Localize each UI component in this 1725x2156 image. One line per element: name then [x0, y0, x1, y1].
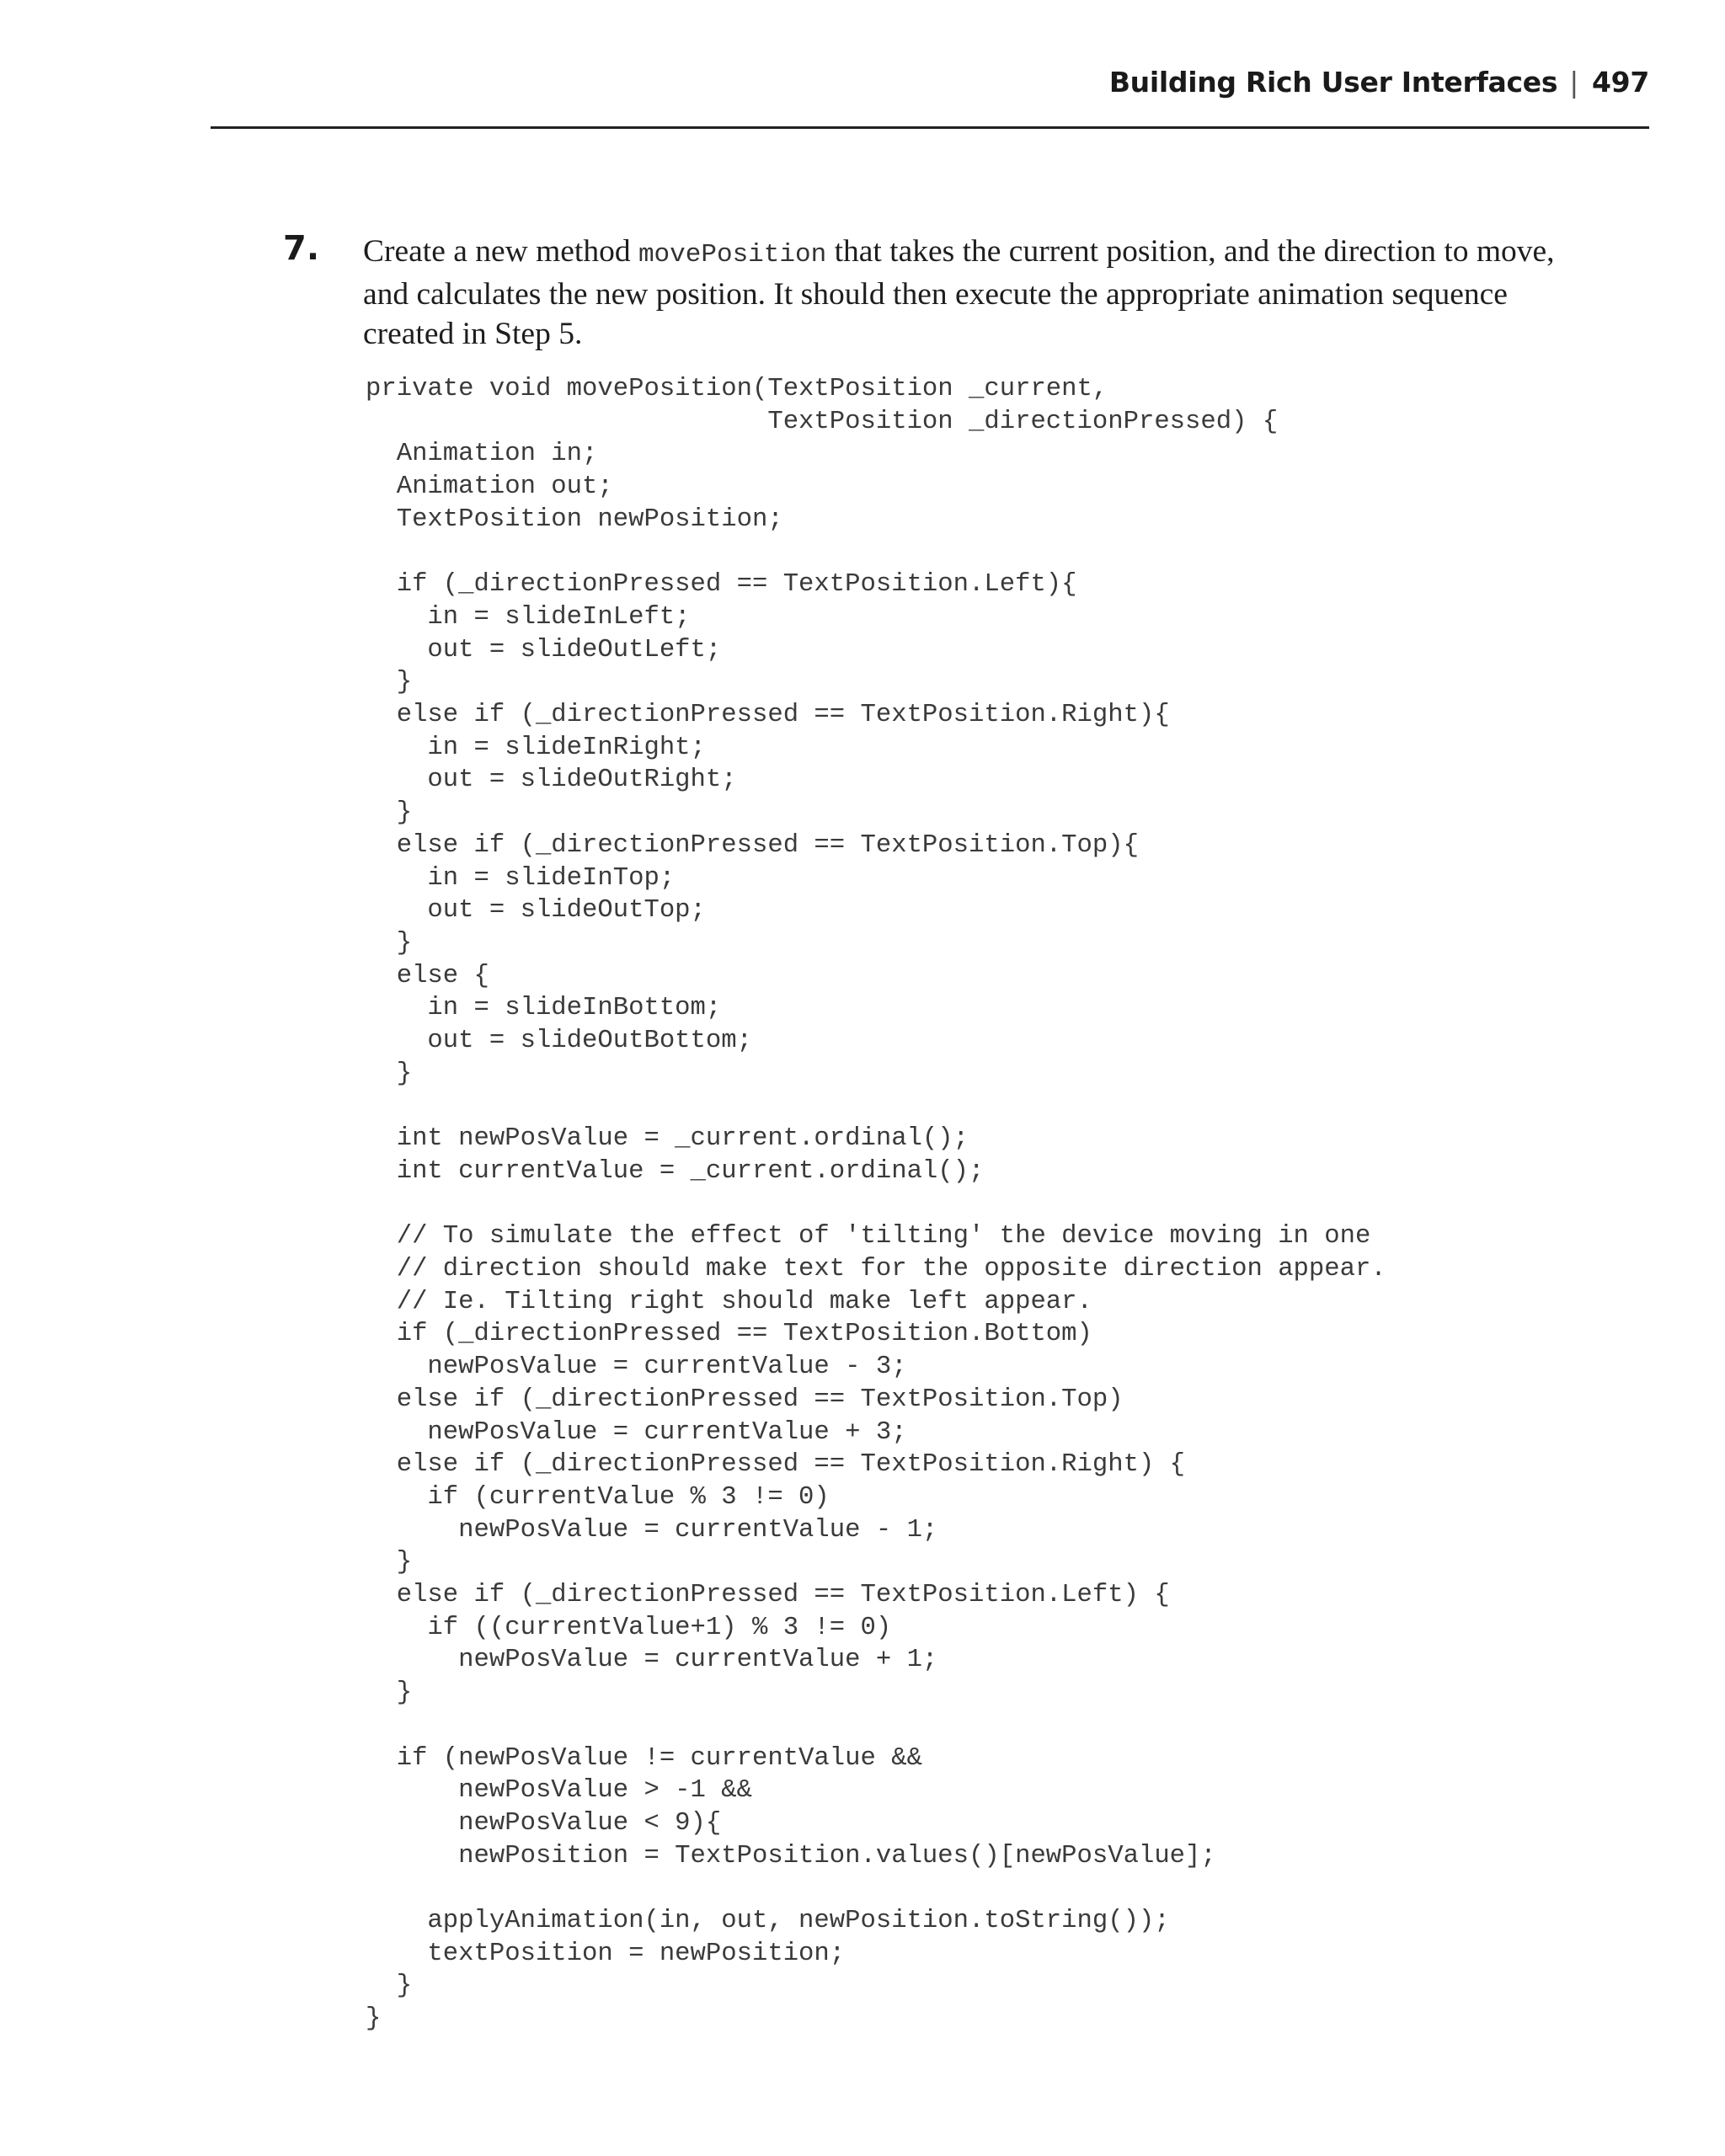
- code-line: TextPosition newPosition;: [366, 504, 783, 534]
- code-line: // To simulate the effect of 'tilting' the device moving in one: [366, 1222, 1371, 1251]
- code-line: }: [366, 1678, 413, 1708]
- code-line: if ((currentValue+1) % 3 != 0): [366, 1613, 892, 1642]
- code-line: private void movePosition(TextPosition _current,: [366, 375, 1108, 403]
- code-line: // Ie. Tilting right should make left appear.: [366, 1287, 1092, 1316]
- code-line: newPosValue = currentValue + 3;: [366, 1417, 907, 1447]
- code-line: Animation in;: [366, 440, 598, 469]
- running-title: Building Rich User Interfaces: [1108, 66, 1558, 99]
- code-line: if (currentValue % 3 != 0): [366, 1482, 830, 1512]
- code-line: newPosValue = currentValue + 1;: [366, 1646, 938, 1675]
- code-line: }: [366, 1548, 413, 1577]
- step-number: 7.: [283, 229, 320, 268]
- code-line: else if (_directionPressed == TextPosition.Left) {: [366, 1581, 1170, 1610]
- code-line: else if (_directionPressed == TextPosition.Top): [366, 1385, 1124, 1414]
- page-number: 497: [1592, 66, 1649, 99]
- inline-code-method: movePosition: [638, 240, 827, 270]
- code-line: }: [366, 798, 413, 828]
- code-line: }: [366, 928, 413, 958]
- code-line: if (_directionPressed == TextPosition.Bottom): [366, 1320, 1092, 1349]
- code-line: else if (_directionPressed == TextPosition.Top){: [366, 830, 1139, 860]
- code-line: else {: [366, 961, 489, 990]
- code-line: newPosValue = currentValue - 1;: [366, 1515, 938, 1545]
- code-line: in = slideInTop;: [366, 863, 676, 893]
- code-line: if (newPosValue != currentValue &&: [366, 1743, 922, 1773]
- code-line: }: [366, 1059, 413, 1088]
- code-line: newPosValue > -1 &&: [366, 1776, 752, 1806]
- code-line: applyAnimation(in, out, newPosition.toString());: [366, 1907, 1170, 1936]
- step-text-after: that takes the current position, and the direction to move, and calculates the new position. It should then execute the appropriate animation sequence created in Step 5.: [363, 234, 1555, 351]
- code-line: else if (_directionPressed == TextPosition.Right) {: [366, 1450, 1186, 1480]
- code-line: else if (_directionPressed == TextPosition.Right){: [366, 701, 1170, 730]
- running-header: [1109, 66, 1649, 99]
- code-line: TextPosition _directionPressed) {: [366, 407, 1279, 436]
- code-line: if (_directionPressed == TextPosition.Left){: [366, 570, 1077, 600]
- code-line: // direction should make text for the opposite direction appear.: [366, 1254, 1386, 1283]
- code-line: out = slideOutRight;: [366, 766, 737, 795]
- code-line: }: [366, 668, 413, 697]
- code-line: newPosition = TextPosition.values()[newPosValue];: [366, 1841, 1216, 1870]
- code-line: }: [366, 1972, 413, 2001]
- header-separator: |: [1569, 66, 1579, 99]
- code-line: newPosValue < 9){: [366, 1808, 722, 1838]
- code-line: int newPosValue = _current.ordinal();: [366, 1124, 969, 1154]
- code-line: int currentValue = _current.ordinal();: [366, 1156, 985, 1186]
- step-text-before: Create a new method: [363, 234, 638, 269]
- code-line: in = slideInRight;: [366, 733, 706, 762]
- code-line: out = slideOutLeft;: [366, 635, 722, 664]
- header-rule: [211, 126, 1649, 129]
- code-line: in = slideInBottom;: [366, 994, 722, 1023]
- code-listing: [366, 373, 1386, 2036]
- step-instruction: [363, 232, 1559, 354]
- code-line: Animation out;: [366, 472, 613, 502]
- code-line: textPosition = newPosition;: [366, 1939, 846, 1968]
- code-line: }: [366, 2004, 382, 2034]
- code-line: out = slideOutBottom;: [366, 1027, 752, 1056]
- code-line: out = slideOutTop;: [366, 896, 706, 926]
- code-line: newPosValue = currentValue - 3;: [366, 1353, 907, 1382]
- code-line: in = slideInLeft;: [366, 602, 691, 632]
